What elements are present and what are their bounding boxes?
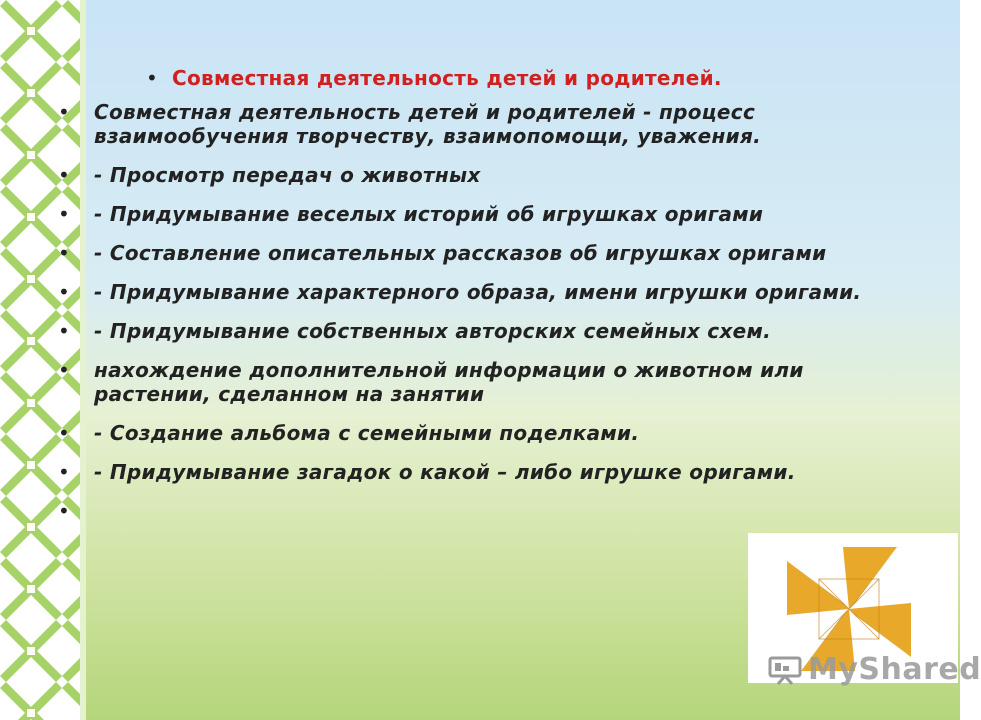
bullet-item [52,460,912,484]
bullet-glyph: • [58,163,71,187]
bullet-text: - Придумывание веселых историй об игрушках оригами [94,202,764,226]
bullet-item [52,280,912,304]
bullet-glyph: • [146,66,159,90]
bullet-glyph: • [58,100,71,124]
bullet-item [52,241,912,265]
bullet-item [52,163,912,187]
bullet-text: - Придумывание загадок о какой – либо игрушке оригами. [94,460,796,484]
bullet-glyph: • [58,202,71,226]
bullet-text: нахождение дополнительной информации о животном или растении, сделанном на занятии [94,358,804,406]
bullet-glyph: • [58,241,71,265]
bullet-text: - Придумывание характерного образа, имени игрушки оригами. [94,280,862,304]
heading-text: Совместная деятельность детей и родителей. [172,66,722,90]
bullet-glyph: • [58,499,71,523]
bullet-item [52,319,912,343]
bullet-item [52,358,912,406]
bullet-text: Совместная деятельность детей и родителей - процесс взаимообучения творчеству, взаимопомощи, уважения. [94,100,761,148]
bullet-glyph: • [58,460,71,484]
bullet-glyph: • [58,421,71,445]
watermark [768,652,981,687]
bullet-text: - Придумывание собственных авторских семейных схем. [94,319,772,343]
watermark-text: MyShared [808,652,981,687]
slide-heading [146,66,912,90]
bullet-item [52,100,912,148]
presentation-board-icon [768,655,802,685]
bullet-glyph: • [58,358,71,382]
bullet-item [52,421,912,445]
bullet-item [52,202,912,226]
bullet-text: - Просмотр передач о животных [94,163,481,187]
bullet-glyph: • [58,280,71,304]
bullet-glyph: • [58,319,71,343]
bullet-text: - Создание альбома с семейными поделками. [94,421,640,445]
bullet-text: - Составление описательных рассказов об игрушках оригами [94,241,827,265]
slide-content [52,66,912,523]
